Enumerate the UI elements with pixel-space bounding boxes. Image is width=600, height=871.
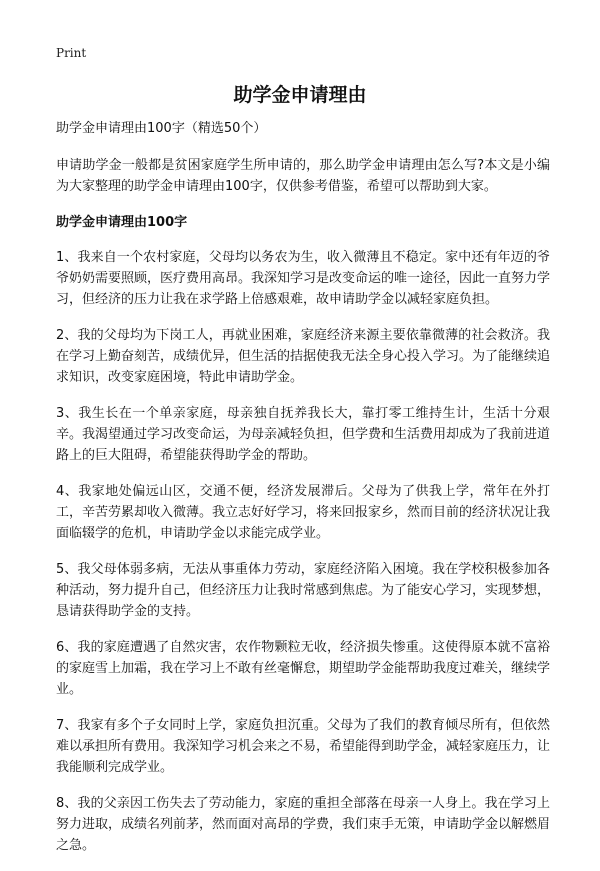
page-title: 助学金申请理由 xyxy=(233,84,367,106)
list-item: 2、我的父母均为下岗工人，再就业困难，家庭经济来源主要依靠微薄的社会救济。我在学习上勤奋刻苦，成绩优异，但生活的拮据使我无法全身心投入学习。为了能继续追求知识，改变家庭困境，特此申请助学金。 xyxy=(56,328,551,385)
list-item: 1、我来自一个农村家庭，父母均以务农为生，收入微薄且不稳定。家中还有年迈的爷爷奶奶需要照顾，医疗费用高昂。我深知学习是改变命运的唯一途径，因此一直努力学习，但经济的压力让我在求学路上倍感艰难，故申请助学金以减轻家庭负担。 xyxy=(56,250,551,307)
list-item: 3、我生长在一个单亲家庭，母亲独自抚养我长大，靠打零工维持生计，生活十分艰辛。我渴望通过学习改变命运，为母亲减轻负担，但学费和生活费用却成为了我前进道路上的巨大阻碍，希望能获得助学金的帮助。 xyxy=(56,406,551,463)
list-item: 4、我家地处偏远山区，交通不便，经济发展滞后。父母为了供我上学，常年在外打工，辛苦劳累却收入微薄。我立志好好学习，将来回报家乡，然而目前的经济状况让我面临辍学的危机，申请助学金以求能完成学业。 xyxy=(56,484,551,541)
list-item: 7、我家有多个子女同时上学，家庭负担沉重。父母为了我们的教育倾尽所有，但依然难以承担所有费用。我深知学习机会来之不易，希望能得到助学金，减轻家庭压力，让我能顺利完成学业。 xyxy=(56,718,551,775)
article-body xyxy=(56,118,550,871)
list-item: 8、我的父亲因工伤失去了劳动能力，家庭的重担全部落在母亲一人身上。我在学习上努力进取，成绩名列前茅，然而面对高昂的学费，我们束手无策，申请助学金以解燃眉之急。 xyxy=(56,796,551,853)
section-heading: 助学金申请理由100字 xyxy=(56,215,188,230)
print-link[interactable]: Print xyxy=(56,46,87,60)
intro-paragraph: 申请助学金一般都是贫困家庭学生所申请的，那么助学金申请理由怎么写?本文是小编为大家整理的助学金申请理由100字，仅供参考借鉴，希望可以帮助到大家。 xyxy=(56,158,550,194)
list-item: 5、我父母体弱多病，无法从事重体力劳动，家庭经济陷入困境。我在学校积极参加各种活动，努力提升自己，但经济压力让我时常感到焦虑。为了能安心学习，实现梦想，恳请获得助学金的支持。 xyxy=(56,562,551,619)
article-subtitle: 助学金申请理由100字（精选50个） xyxy=(56,121,267,136)
list-item: 6、我的家庭遭遇了自然灾害，农作物颗粒无收，经济损失惨重。这使得原本就不富裕的家庭雪上加霜，我在学习上不敢有丝毫懈怠，期望助学金能帮助我度过难关，继续学业。 xyxy=(56,640,551,697)
